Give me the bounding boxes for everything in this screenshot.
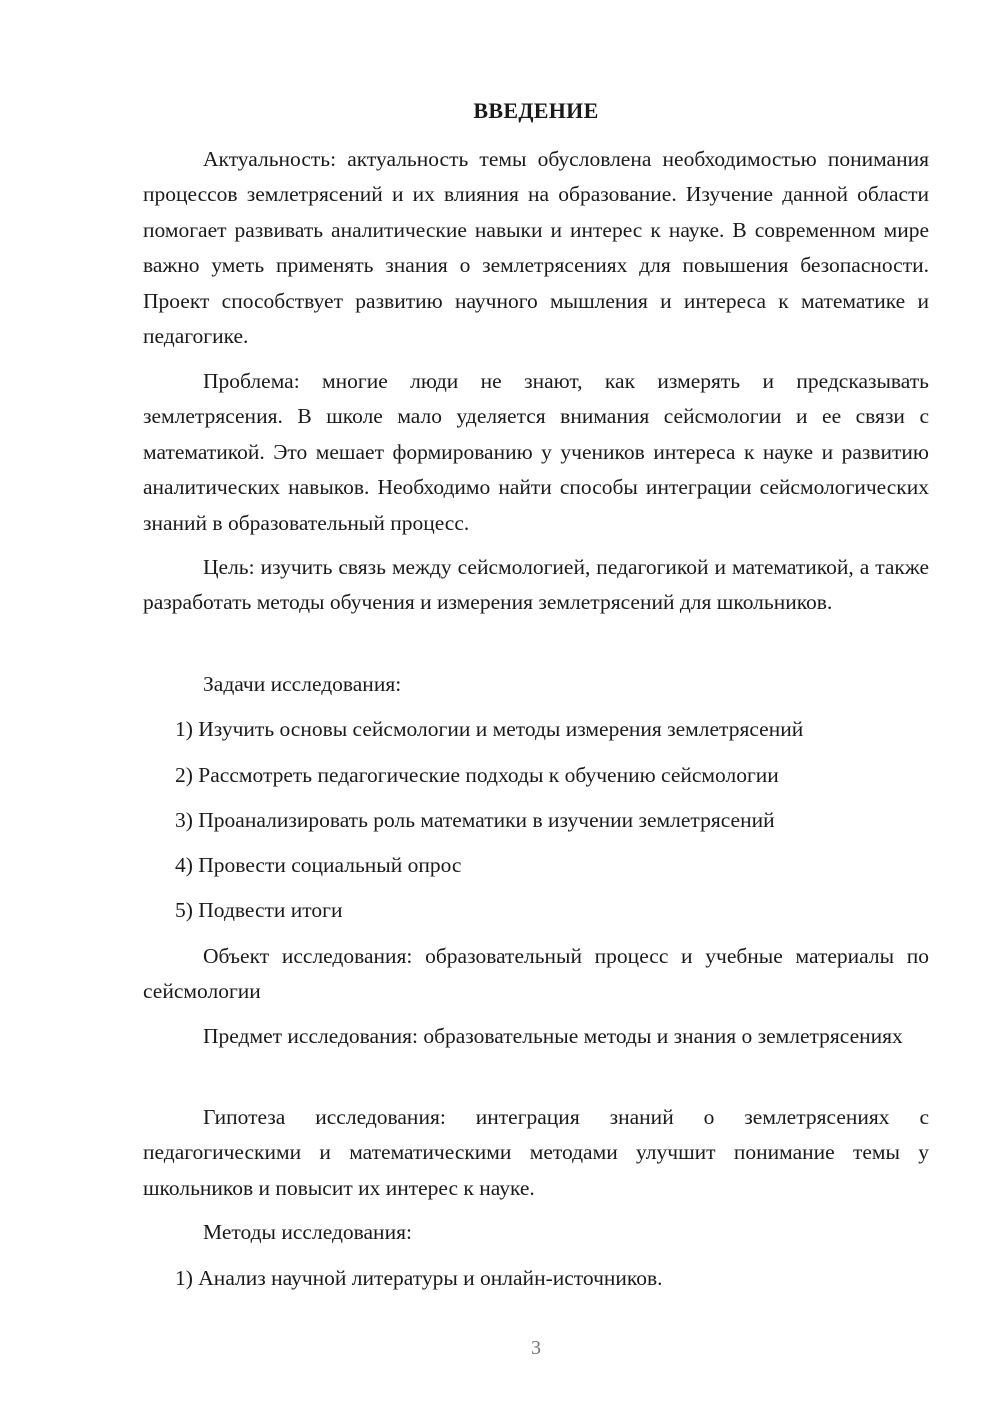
task-item: 2) Рассмотреть педагогические подходы к обучению сейсмологии <box>175 763 779 787</box>
object-paragraph: Объект исследования: образовательный процесс и учебные материалы по сейсмологии <box>143 944 929 1004</box>
tasks-label: Задачи исследования: <box>203 672 402 696</box>
subject-paragraph: Предмет исследования: образовательные методы и знания о землетрясениях <box>203 1024 903 1048</box>
problem-paragraph: Проблема: многие люди не знают, как измерять и предсказывать землетрясения. В школе мало уделяется внимания сейсмологии и ее связи с математикой. Это мешает формированию у учеников интереса к науке и развитию аналитических навыков. Необходимо найти способы интеграции сейсмологических знаний в образовательный процесс. <box>143 369 929 535</box>
relevance-paragraph: Актуальность: актуальность темы обусловлена необходимостью понимания процессов землетрясений и их влияния на образование. Изучение данной области помогает развивать аналитические навыки и интерес к науке. В современном мире важно уметь применять знания о землетрясениях для повышения безопасности. Проект способствует развитию научного мышления и интереса к математике и педагогике. <box>143 147 929 349</box>
page-number: 3 <box>531 1337 541 1359</box>
goal-paragraph: Цель: изучить связь между сейсмологией, педагогикой и математикой, а также разработать методы обучения и измерения землетрясений для школьников. <box>143 555 929 615</box>
task-item: 4) Провести социальный опрос <box>175 853 462 877</box>
task-item: 1) Изучить основы сейсмологии и методы измерения землетрясений <box>175 717 804 741</box>
methods-label: Методы исследования: <box>203 1220 412 1244</box>
hypothesis-paragraph: Гипотеза исследования: интеграция знаний о землетрясениях с педагогическими и математическими методами улучшит понимание темы у школьников и повысит их интерес к науке. <box>143 1105 929 1200</box>
section-heading: ВВЕДЕНИЕ <box>473 98 599 123</box>
method-item: 1) Анализ научной литературы и онлайн-источников. <box>175 1266 663 1290</box>
task-item: 5) Подвести итоги <box>175 898 343 922</box>
task-item: 3) Проанализировать роль математики в изучении землетрясений <box>175 808 775 832</box>
